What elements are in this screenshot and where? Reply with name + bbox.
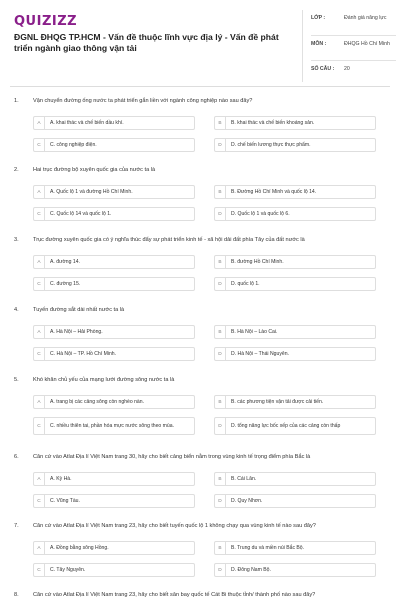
- option-text: C. Quốc lộ 14 và quốc lộ 1.: [50, 211, 112, 217]
- option-c[interactable]: [33, 494, 195, 508]
- meta-line: [311, 60, 396, 61]
- option-letter: A: [34, 542, 45, 554]
- option-text: D. Đông Nam Bộ.: [231, 567, 271, 573]
- worksheet-title: ĐGNL ĐHQG TP.HCM - Vấn đề thuộc lĩnh vực địa lý - Vấn đề phát triển ngành giao thông vận tải: [14, 32, 279, 53]
- option-text: B. Trung du và miền núi Bắc Bộ.: [231, 545, 305, 551]
- subject-label: MÔN :: [311, 41, 327, 47]
- option-text: C. công nghiệp điện.: [50, 142, 97, 148]
- option-letter: D: [215, 418, 226, 434]
- option-text: D. Hà Nội – Thái Nguyên.: [231, 351, 289, 357]
- option-letter: B: [215, 473, 226, 485]
- class-value: Đánh giá năng lực: [344, 15, 387, 21]
- option-text: A. Quốc lộ 1 và đường Hồ Chí Minh.: [50, 189, 133, 195]
- option-text: D. tổng năng lực bốc xếp của các cảng còn thấp: [231, 423, 341, 429]
- option-letter: C: [34, 348, 45, 360]
- option-c[interactable]: [33, 277, 195, 291]
- option-text: B. Hà Nội – Lào Cai.: [231, 329, 278, 335]
- option-letter: B: [215, 542, 226, 554]
- question-number: 8.: [14, 592, 19, 598]
- option-a[interactable]: [33, 472, 195, 486]
- option-text: A. trang bị các cảng sông còn nghèo nàn.: [50, 399, 145, 405]
- question-text: Căn cứ vào Atlat Địa lí Việt Nam trang 30, hãy cho biết cảng biển nằm trong vùng kinh tế trọng điểm phía Bắc là: [33, 454, 311, 460]
- option-text: A. Kỳ Hà.: [50, 476, 72, 482]
- class-label: LỚP :: [311, 15, 326, 21]
- option-c[interactable]: [33, 138, 195, 152]
- meta-subject-row: [311, 41, 396, 48]
- meta-line: [311, 35, 396, 36]
- question-text: Tuyến đường sắt dài nhất nước ta là: [33, 307, 125, 313]
- option-text: A. khai thác và chế biến dầu khí.: [50, 120, 124, 126]
- option-text: B. đường Hồ Chí Minh.: [231, 259, 284, 265]
- option-text: B. các phương tiện vận tải được cải tiến.: [231, 399, 324, 405]
- option-d[interactable]: [214, 417, 376, 435]
- option-c[interactable]: [33, 347, 195, 361]
- option-letter: B: [215, 396, 226, 408]
- question-text: Căn cứ vào Atlat Địa lí Việt Nam trang 23, hãy cho biết tuyến quốc lộ 1 không chạy qua vùng kinh tế nào sau đây?: [33, 523, 316, 529]
- count-value: 20: [344, 66, 350, 72]
- option-d[interactable]: [214, 138, 376, 152]
- option-text: B. Đường Hồ Chí Minh và quốc lộ 14.: [231, 189, 317, 195]
- option-text: C. đường 15.: [50, 281, 81, 287]
- option-letter: C: [34, 564, 45, 576]
- question-number: 2.: [14, 167, 19, 173]
- option-a[interactable]: [33, 116, 195, 130]
- option-d[interactable]: [214, 563, 376, 577]
- option-b[interactable]: [214, 116, 376, 130]
- question-text: Hai trục đường bộ xuyên quốc gia của nước ta là: [33, 167, 156, 173]
- question-number: 5.: [14, 377, 19, 383]
- option-a[interactable]: [33, 255, 195, 269]
- option-letter: A: [34, 256, 45, 268]
- option-letter: C: [34, 418, 45, 434]
- option-letter: C: [34, 278, 45, 290]
- header-divider: [302, 10, 303, 82]
- option-letter: D: [215, 139, 226, 151]
- option-b[interactable]: [214, 541, 376, 555]
- option-b[interactable]: [214, 255, 376, 269]
- option-letter: C: [34, 208, 45, 220]
- question-text: Vận chuyển đường ống nước ta phát triển gắn liền với ngành công nghiệp nào sau đây?: [33, 98, 253, 104]
- meta-class-row: [311, 15, 396, 22]
- option-letter: C: [34, 139, 45, 151]
- option-text: C. Hà Nội – TP. Hồ Chí Minh.: [50, 351, 117, 357]
- option-a[interactable]: [33, 395, 195, 409]
- option-text: A. đường 14.: [50, 259, 80, 265]
- option-letter: D: [215, 278, 226, 290]
- option-text: A. Đồng bằng sông Hồng.: [50, 545, 109, 551]
- question-number: 1.: [14, 98, 19, 104]
- option-letter: C: [34, 495, 45, 507]
- option-letter: A: [34, 186, 45, 198]
- option-letter: D: [215, 208, 226, 220]
- option-text: D. Quốc lộ 1 và quốc lộ 6.: [231, 211, 290, 217]
- option-text: C. Tây Nguyên.: [50, 567, 86, 573]
- option-c[interactable]: [33, 563, 195, 577]
- option-letter: A: [34, 396, 45, 408]
- option-b[interactable]: [214, 395, 376, 409]
- subject-value: ĐHQG Hồ Chí Minh: [344, 41, 390, 47]
- option-letter: D: [215, 495, 226, 507]
- option-d[interactable]: [214, 494, 376, 508]
- question-text: Căn cứ vào Atlat Địa lí Việt Nam trang 23, hãy cho biết sân bay quốc tế Cát Bi thuộc tỉnh/ thành phố nào sau đây?: [33, 592, 316, 598]
- option-text: D. Quy Nhơn.: [231, 498, 263, 504]
- option-b[interactable]: [214, 472, 376, 486]
- question-number: 4.: [14, 307, 19, 313]
- option-letter: B: [215, 256, 226, 268]
- option-letter: A: [34, 117, 45, 129]
- question-number: 6.: [14, 454, 19, 460]
- question-number: 3.: [14, 237, 19, 243]
- option-text: D. quốc lộ 1.: [231, 281, 260, 287]
- option-letter: A: [34, 473, 45, 485]
- option-letter: B: [215, 326, 226, 338]
- option-a[interactable]: [33, 541, 195, 555]
- option-letter: B: [215, 186, 226, 198]
- option-text: A. Hà Nội – Hải Phòng.: [50, 329, 103, 335]
- option-a[interactable]: [33, 185, 195, 199]
- question-number: 7.: [14, 523, 19, 529]
- option-d[interactable]: [214, 277, 376, 291]
- meta-count-row: [311, 66, 396, 73]
- option-text: D. chế biến lương thực thực phẩm.: [231, 142, 311, 148]
- option-a[interactable]: [33, 325, 195, 339]
- option-text: C. nhiều thiên tai, phần hóa mực nước sông theo mùa.: [50, 423, 174, 429]
- option-letter: A: [34, 326, 45, 338]
- option-text: B. khai thác và chế biến khoáng sản.: [231, 120, 315, 126]
- option-b[interactable]: [214, 325, 376, 339]
- option-text: B. Cái Lân.: [231, 476, 257, 482]
- option-c[interactable]: [33, 417, 195, 435]
- option-letter: D: [215, 564, 226, 576]
- option-b[interactable]: [214, 185, 376, 199]
- option-d[interactable]: [214, 347, 376, 361]
- option-d[interactable]: [214, 207, 376, 221]
- question-text: Trục đường xuyên quốc gia có ý nghĩa thúc đẩy sự phát triển kinh tế - xã hội dải đất phía Tây của đất nước là: [33, 237, 305, 243]
- header-bottom-divider: [10, 86, 390, 87]
- option-text: C. Vũng Tàu.: [50, 498, 80, 504]
- question-text: Khó khăn chủ yếu của mạng lưới đường sông nước ta là: [33, 377, 175, 383]
- quizizz-logo: QUIZIZZ: [14, 14, 78, 29]
- option-c[interactable]: [33, 207, 195, 221]
- count-label: SỐ CÂU :: [311, 66, 335, 72]
- option-letter: D: [215, 348, 226, 360]
- option-letter: B: [215, 117, 226, 129]
